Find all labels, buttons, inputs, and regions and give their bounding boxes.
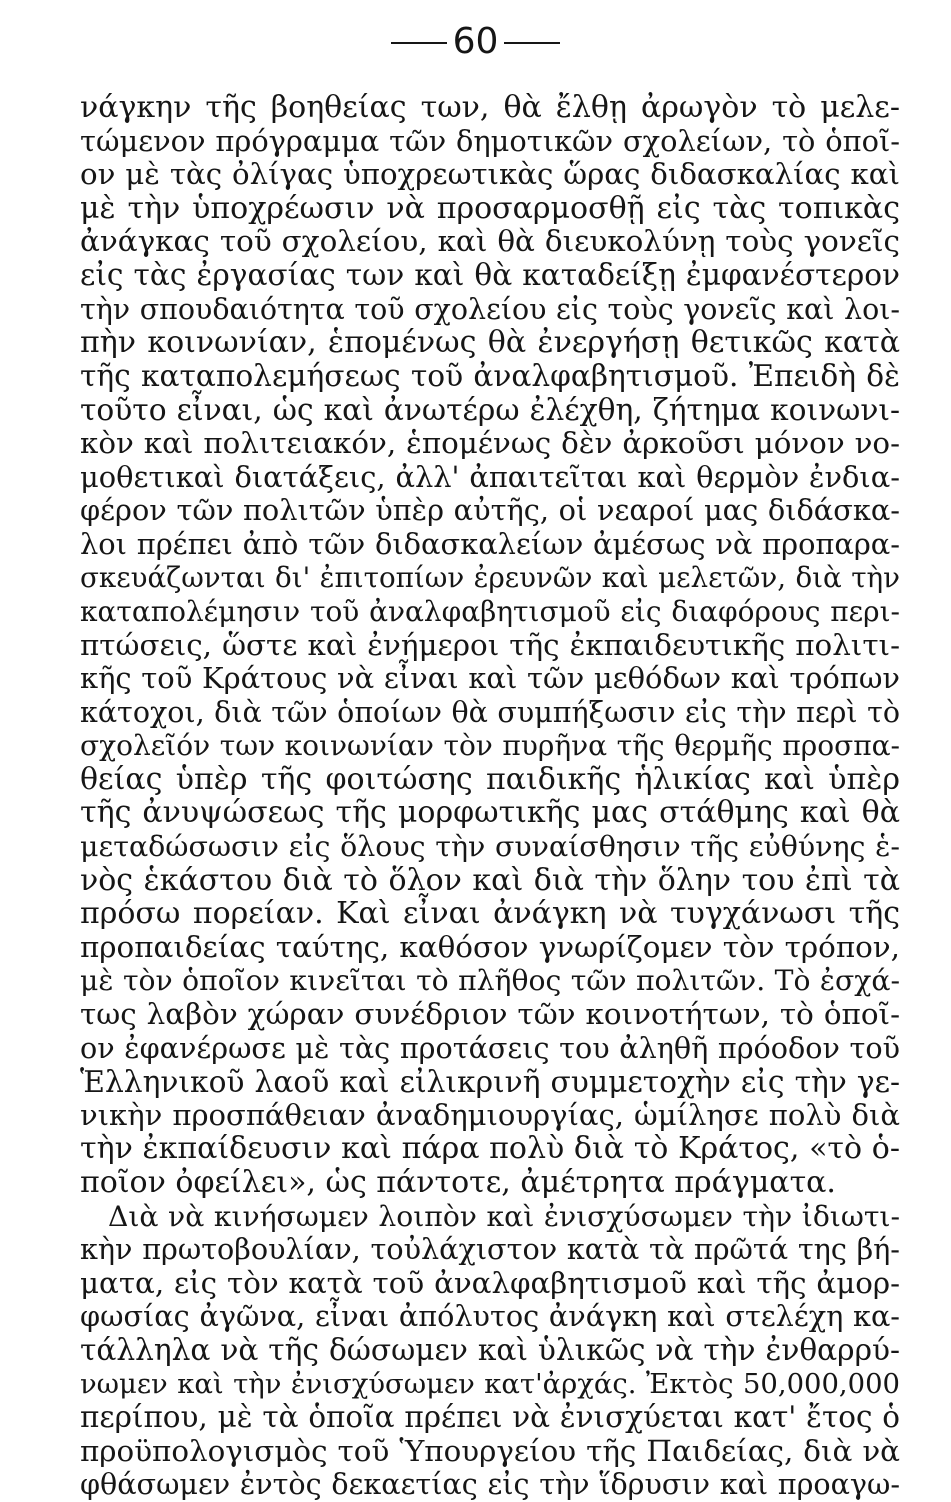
body-text bbox=[80, 91, 900, 1502]
text-line: μὲ τὸν ὁποῖον κινεῖται τὸ πλῆθος τῶν πολιτῶν. Τὸ ἐσχά- bbox=[80, 964, 900, 998]
text-line: τώμενον πρόγραμμα τῶν δημοτικῶν σχολείων, τὸ ὁποῖ- bbox=[80, 123, 900, 158]
text-line: ποῖον ὀφείλει», ὡς πάντοτε, ἀμέτρητα πράγματα. bbox=[80, 1165, 836, 1200]
text-line: λοι πρέπει ἀπὸ τῶν διδασκαλείων ἀμέσως νὰ προπαρα- bbox=[80, 526, 900, 561]
text-line: πτώσεις, ὥστε καὶ ἐνήμεροι τῆς ἐκπαιδευτικῆς πολιτι- bbox=[80, 627, 900, 662]
text-line: προπαιδείας ταύτης, καθόσον γνωρίζομεν τὸν τρόπον, bbox=[80, 929, 900, 964]
page-number-value: 60 bbox=[452, 21, 499, 62]
text-line: κάτοχοι, διὰ τῶν ὁποίων θὰ συμπήξωσιν εἰς τὴν περὶ τὸ bbox=[80, 695, 900, 729]
text-line: τῆς καταπολεμήσεως τοῦ ἀναλφαβητισμοῦ. Ἐπειδὴ δὲ bbox=[80, 358, 900, 393]
text-line: τῆς ἀνυψώσεως τῆς μορφωτικῆς μας στάθμης καὶ θὰ bbox=[80, 795, 900, 831]
text-line: τὴν ἐκπαίδευσιν καὶ πάρα πολὺ διὰ τὸ Κράτος, «τὸ ὁ- bbox=[80, 1131, 900, 1167]
text-line: προϋπολογισμὸς τοῦ Ὑπουργείου τῆς Παιδείας, διὰ νὰ bbox=[80, 1433, 900, 1468]
text-line: φωσίας ἀγῶνα, εἶναι ἀπόλυτος ἀνάγκη καὶ στελέχη κα- bbox=[80, 1299, 900, 1334]
text-line: μὲ τὴν ὑποχρέωσιν νὰ προσαρμοσθῇ εἰς τὰς τοπικὰς bbox=[80, 190, 900, 226]
text-line: κὴν πρωτοβουλίαν, τοὐλάχιστον κατὰ τὰ πρῶτά της βή- bbox=[80, 1232, 900, 1267]
text-line: ον ἐφανέρωσε μὲ τὰς προτάσεις του ἀληθῆ πρόοδον τοῦ bbox=[80, 1030, 900, 1065]
text-line: εἰς τὰς ἐργασίας των καὶ θὰ καταδείξῃ ἐμφανέστερον bbox=[80, 257, 900, 292]
text-line: Ἑλληνικοῦ λαοῦ καὶ εἰλικρινῆ συμμετοχὴν εἰς τὴν γε- bbox=[80, 1064, 900, 1100]
text-line: τάλληλα νὰ τῆς δώσωμεν καὶ ὑλικῶς νὰ τὴν ἐνθαρρύ- bbox=[80, 1332, 900, 1367]
text-line: ματα, εἰς τὸν κατὰ τοῦ ἀναλφαβητισμοῦ καὶ τῆς ἀμορ- bbox=[80, 1265, 900, 1300]
text-line: σχολεῖόν των κοινωνίαν τὸν πυρῆνα τῆς θερμῆς προσπα- bbox=[80, 729, 900, 763]
text-line: περίπου, μὲ τὰ ὁποῖα πρέπει νὰ ἐνισχύεται κατ' ἔτος ὁ bbox=[80, 1400, 900, 1435]
text-line: ἀνάγκας τοῦ σχολείου, καὶ θὰ διευκολύνῃ τοὺς γονεῖς bbox=[80, 224, 900, 259]
text-line: κὸν καὶ πολιτειακόν, ἑπομένως δὲν ἀρκοῦσι μόνον νο- bbox=[80, 425, 900, 460]
page-number bbox=[0, 20, 951, 64]
text-line: σκευάζωνται δι' ἐπιτοπίων ἐρευνῶν καὶ μελετῶν, διὰ τὴν bbox=[80, 561, 900, 595]
text-line: πὴν κοινωνίαν, ἑπομένως θὰ ἐνεργήσῃ θετικῶς κατὰ bbox=[80, 325, 900, 361]
page-number-dash-left bbox=[391, 42, 447, 44]
text-line: φθάσωμεν ἐντὸς δεκαετίας εἰς τὴν ἵδρυσιν καὶ προαγω- bbox=[80, 1467, 900, 1502]
paragraph-2 bbox=[80, 1200, 900, 1502]
text-line: μοθετικαὶ διατάξεις, ἀλλ' ἀπαιτεῖται καὶ θερμὸν ἐνδια- bbox=[80, 459, 900, 494]
text-line: ον μὲ τὰς ὀλίγας ὑποχρεωτικὰς ὥρας διδασκαλίας καὶ bbox=[80, 157, 900, 192]
text-line: νάγκην τῆς βοηθείας των, θὰ ἔλθῃ ἀρωγὸν τὸ μελε- bbox=[80, 90, 900, 125]
page-number-dash-right bbox=[504, 42, 560, 44]
text-line: πρόσω πορείαν. Καὶ εἶναι ἀνάγκη νὰ τυγχάνωσι τῆς bbox=[80, 896, 900, 932]
text-line: Διὰ νὰ κινήσωμεν λοιπὸν καὶ ἐνισχύσωμεν τὴν ἰδιωτι- bbox=[108, 1199, 900, 1233]
text-line: τως λαβὸν χώραν συνέδριον τῶν κοινοτήτων, τὸ ὁποῖ- bbox=[80, 997, 900, 1032]
text-line: θείας ὑπὲρ τῆς φοιτώσης παιδικῆς ἡλικίας καὶ ὑπὲρ bbox=[80, 761, 900, 797]
text-line: τοῦτο εἶναι, ὡς καὶ ἀνωτέρω ἐλέχθη, ζήτημα κοινωνι- bbox=[80, 392, 900, 428]
text-line: κῆς τοῦ Κράτους νὰ εἶναι καὶ τῶν μεθόδων καὶ τρόπων bbox=[80, 661, 900, 696]
text-line: νωμεν καὶ τὴν ἐνισχύσωμεν κατ'ἀρχάς. Ἐκτὸς 50,000,000 bbox=[80, 1368, 900, 1400]
paragraph-1 bbox=[80, 91, 900, 1200]
text-line: μεταδώσωσιν εἰς ὅλους τὴν συναίσθησιν τῆς εὐθύνης ἑ- bbox=[80, 830, 900, 864]
text-line: νικὴν προσπάθειαν ἀναδημιουργίας, ὡμίλησε πολὺ διὰ bbox=[80, 1097, 900, 1132]
text-line: νὸς ἑκάστου διὰ τὸ ὅλον καὶ διὰ τὴν ὅλην του ἐπὶ τὰ bbox=[80, 862, 900, 898]
text-line: τὴν σπουδαιότητα τοῦ σχολείου εἰς τοὺς γονεῖς καὶ λοι- bbox=[80, 292, 900, 326]
text-line: φέρον τῶν πολιτῶν ὑπὲρ αὐτῆς, οἱ νεαροί μας διδάσκα- bbox=[80, 493, 900, 528]
text-line: καταπολέμησιν τοῦ ἀναλφαβητισμοῦ εἰς διαφόρους περι- bbox=[80, 594, 900, 628]
